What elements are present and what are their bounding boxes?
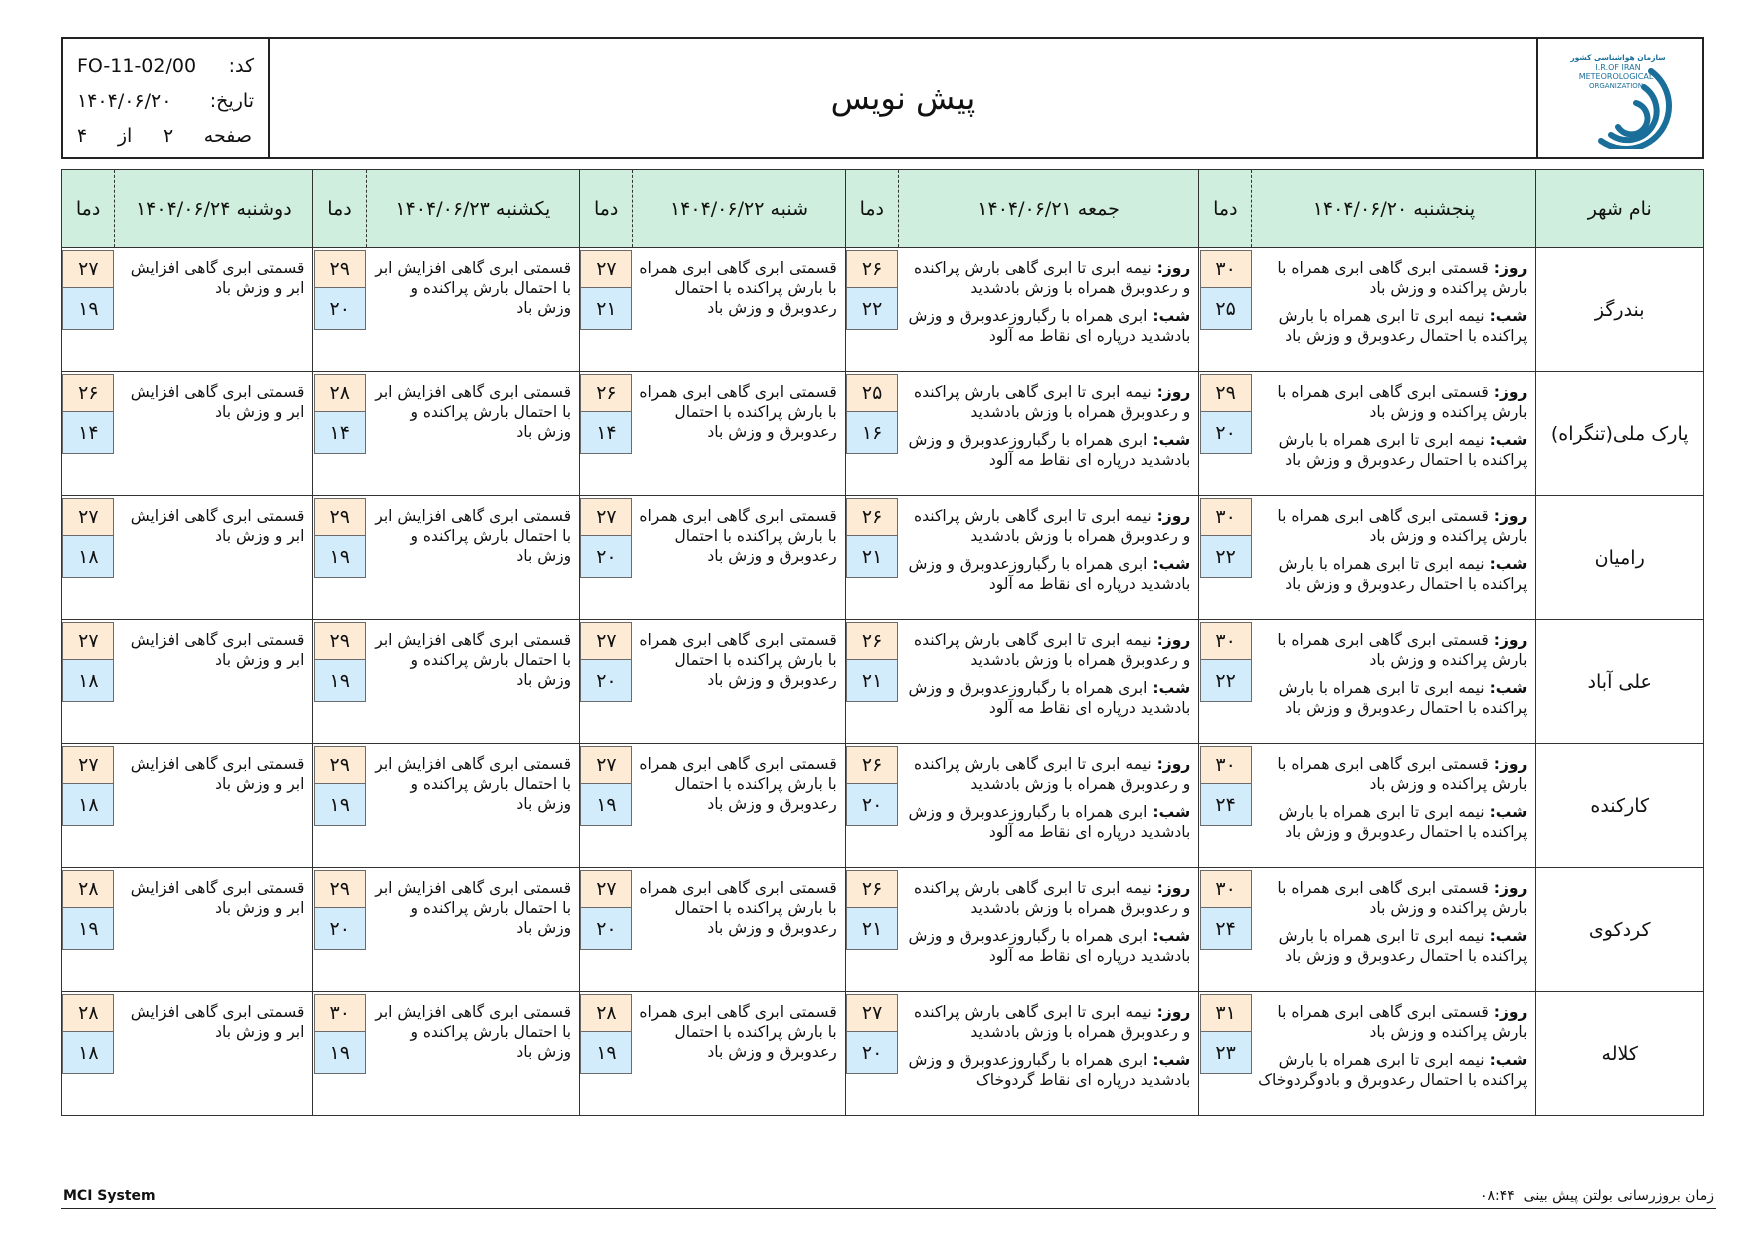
temp-cell: [62, 744, 115, 868]
temp-cell: [845, 372, 898, 496]
date-value: ۱۴۰۴/۰۶/۲۰: [77, 90, 172, 112]
night-label: شب:: [1152, 803, 1191, 821]
max-temp: ۲۹: [1200, 374, 1252, 412]
col-day-header: جمعه ۱۴۰۴/۰۶/۲۱: [898, 170, 1198, 248]
forecast-text: قسمتی ابری گاهی ابری همراه با بارش پراکنده با احتمال رعدوبرق و وزش باد: [633, 868, 846, 992]
day-forecast: نیمه ابری تا ابری گاهی بارش پراکنده و رعدوبرق همراه با وزش بادشدید: [914, 879, 1191, 917]
max-temp: ۲۹: [314, 250, 366, 288]
forecast-text: [1252, 868, 1536, 992]
max-temp: ۲۸: [62, 870, 114, 908]
forecast-text: قسمتی ابری گاهی افزایش ابر با احتمال بارش پراکنده و وزش باد: [366, 992, 580, 1116]
max-temp: ۲۷: [62, 622, 114, 660]
day-forecast: نیمه ابری تا ابری گاهی بارش پراکنده و رعدوبرق همراه با وزش بادشدید: [914, 383, 1191, 421]
max-temp: ۲۷: [846, 994, 898, 1032]
day-forecast: نیمه ابری تا ابری گاهی بارش پراکنده و رعدوبرق همراه با وزش بادشدید: [914, 1003, 1191, 1041]
max-temp: ۲۶: [62, 374, 114, 412]
temp-cell: [580, 744, 633, 868]
temp-cell: [313, 620, 366, 744]
day-label: روز:: [1156, 879, 1191, 897]
forecast-text: [898, 248, 1198, 372]
night-forecast: ابری همراه با رگباروزعدوبرق و وزش بادشدید درپاره ای نقاط مه آلود: [908, 679, 1191, 717]
table-row: [62, 744, 1704, 868]
max-temp: ۲۷: [580, 746, 632, 784]
day-label: روز:: [1156, 383, 1191, 401]
forecast-table: [61, 169, 1704, 1116]
night-forecast: نیمه ابری تا ابری همراه با بارش پراکنده با احتمال رعدوبرق و وزش باد: [1278, 431, 1528, 469]
forecast-text: قسمتی ابری گاهی ابری همراه با بارش پراکنده با احتمال رعدوبرق و وزش باد: [633, 992, 846, 1116]
page-title: پیش نویس: [830, 79, 976, 117]
night-label: شب:: [1489, 307, 1528, 325]
min-temp: ۲۴: [1200, 908, 1252, 950]
forecast-text: قسمتی ابری گاهی افزایش ابر و وزش باد: [115, 496, 313, 620]
code-value: FO-11-02/00: [77, 55, 197, 77]
max-temp: ۲۶: [580, 374, 632, 412]
night-forecast: نیمه ابری تا ابری همراه با بارش پراکنده با احتمال رعدوبرق و وزش باد: [1278, 679, 1528, 717]
min-temp: ۱۹: [580, 1032, 632, 1074]
temp-cell: [62, 496, 115, 620]
max-temp: ۲۶: [846, 498, 898, 536]
page-label: صفحه: [203, 125, 252, 147]
min-temp: ۱۸: [62, 536, 114, 578]
max-temp: ۲۹: [314, 622, 366, 660]
temp-cell: [313, 744, 366, 868]
min-temp: ۲۲: [1200, 536, 1252, 578]
temp-cell: [313, 496, 366, 620]
forecast-text: [898, 620, 1198, 744]
night-label: شب:: [1152, 555, 1191, 573]
min-temp: ۱۹: [314, 536, 366, 578]
day-forecast: قسمتی ابری گاهی ابری همراه با بارش پراکنده و وزش باد: [1277, 1003, 1528, 1041]
forecast-text: [1252, 496, 1536, 620]
forecast-text: قسمتی ابری گاهی افزایش ابر و وزش باد: [115, 868, 313, 992]
col-temp-header: دما: [1199, 170, 1252, 248]
city-name: بندرگز: [1536, 248, 1704, 372]
table-row: [62, 248, 1704, 372]
temp-cell: [1199, 372, 1252, 496]
temp-cell: [845, 744, 898, 868]
min-temp: ۲۱: [846, 908, 898, 950]
max-temp: ۳۰: [1200, 250, 1252, 288]
night-forecast: ابری همراه با رگباروزعدوبرق و وزش بادشدید درپاره ای نقاط گردوخاک: [908, 1051, 1191, 1089]
forecast-text: قسمتی ابری گاهی افزایش ابر با احتمال بارش پراکنده و وزش باد: [366, 744, 580, 868]
temp-cell: [580, 496, 633, 620]
city-name: پارک ملی(تنگراه): [1536, 372, 1704, 496]
day-label: روز:: [1493, 1003, 1528, 1021]
night-forecast: ابری همراه با رگباروزعدوبرق و وزش بادشدید درپاره ای نقاط مه آلود: [908, 555, 1191, 593]
night-label: شب:: [1152, 679, 1191, 697]
max-temp: ۳۰: [1200, 746, 1252, 784]
document-header: [61, 37, 1704, 159]
day-forecast: قسمتی ابری گاهی ابری همراه با بارش پراکنده و وزش باد: [1277, 383, 1528, 421]
page-of: از: [117, 125, 133, 147]
day-label: روز:: [1156, 631, 1191, 649]
temp-cell: [62, 868, 115, 992]
forecast-text: قسمتی ابری گاهی افزایش ابر با احتمال بارش پراکنده و وزش باد: [366, 248, 580, 372]
forecast-text: [898, 868, 1198, 992]
page-footer: [61, 1186, 1716, 1209]
min-temp: ۲۰: [314, 288, 366, 330]
night-label: شب:: [1152, 307, 1191, 325]
day-label: روز:: [1493, 507, 1528, 525]
code-label: کد:: [228, 55, 254, 77]
col-temp-header: دما: [845, 170, 898, 248]
forecast-text: [1252, 372, 1536, 496]
temp-cell: [313, 248, 366, 372]
table-row: [62, 868, 1704, 992]
forecast-text: قسمتی ابری گاهی افزایش ابر با احتمال بارش پراکنده و وزش باد: [366, 620, 580, 744]
night-label: شب:: [1489, 431, 1528, 449]
update-time-text: [1480, 1188, 1714, 1204]
temp-cell: [1199, 744, 1252, 868]
day-forecast: قسمتی ابری گاهی ابری همراه با بارش پراکنده و وزش باد: [1277, 259, 1528, 297]
min-temp: ۱۹: [62, 908, 114, 950]
temp-cell: [580, 248, 633, 372]
temp-cell: [1199, 868, 1252, 992]
forecast-text: قسمتی ابری گاهی افزایش ابر و وزش باد: [115, 372, 313, 496]
min-temp: ۲۵: [1200, 288, 1252, 330]
day-label: روز:: [1493, 879, 1528, 897]
city-name: کارکنده: [1536, 744, 1704, 868]
night-forecast: نیمه ابری تا ابری همراه با بارش پراکنده با احتمال رعدوبرق و بادوگردوخاک: [1258, 1051, 1528, 1089]
forecast-text: قسمتی ابری گاهی افزایش ابر با احتمال بارش پراکنده و وزش باد: [366, 868, 580, 992]
max-temp: ۲۶: [846, 870, 898, 908]
min-temp: ۱۹: [580, 784, 632, 826]
col-temp-header: دما: [313, 170, 366, 248]
temp-cell: [62, 992, 115, 1116]
forecast-text: قسمتی ابری گاهی افزایش ابر با احتمال بارش پراکنده و وزش باد: [366, 496, 580, 620]
temp-cell: [845, 868, 898, 992]
forecast-text: [898, 372, 1198, 496]
min-temp: ۱۴: [62, 412, 114, 454]
min-temp: ۲۰: [846, 1032, 898, 1074]
night-forecast: ابری همراه با رگباروزعدوبرق و وزش بادشدید درپاره ای نقاط مه آلود: [908, 431, 1191, 469]
day-label: روز:: [1493, 383, 1528, 401]
max-temp: ۳۰: [1200, 498, 1252, 536]
temp-cell: [580, 620, 633, 744]
forecast-text: قسمتی ابری گاهی ابری همراه با بارش پراکنده با احتمال رعدوبرق و وزش باد: [633, 620, 846, 744]
temp-cell: [313, 992, 366, 1116]
city-name: کلاله: [1536, 992, 1704, 1116]
date-label: تاریخ:: [209, 90, 254, 112]
day-label: روز:: [1493, 755, 1528, 773]
day-forecast: قسمتی ابری گاهی ابری همراه با بارش پراکنده و وزش باد: [1277, 507, 1528, 545]
forecast-text: قسمتی ابری گاهی افزایش ابر و وزش باد: [115, 620, 313, 744]
max-temp: ۲۷: [580, 870, 632, 908]
col-day-header: شنبه ۱۴۰۴/۰۶/۲۲: [633, 170, 846, 248]
min-temp: ۱۹: [62, 288, 114, 330]
max-temp: ۳۰: [1200, 622, 1252, 660]
night-label: شب:: [1489, 555, 1528, 573]
forecast-text: قسمتی ابری گاهی افزایش ابر و وزش باد: [115, 992, 313, 1116]
forecast-text: قسمتی ابری گاهی ابری همراه با بارش پراکنده با احتمال رعدوبرق و وزش باد: [633, 248, 846, 372]
night-forecast: نیمه ابری تا ابری همراه با بارش پراکنده با احتمال رعدوبرق و وزش باد: [1278, 927, 1528, 965]
city-name: رامیان: [1536, 496, 1704, 620]
min-temp: ۱۴: [314, 412, 366, 454]
logo-text-en1: I.R.OF IRAN: [1595, 63, 1641, 72]
temp-cell: [845, 248, 898, 372]
temp-cell: [845, 620, 898, 744]
forecast-text: [1252, 620, 1536, 744]
table-header-row: [62, 170, 1704, 248]
temp-cell: [845, 496, 898, 620]
max-temp: ۲۷: [580, 622, 632, 660]
update-time: ۰۸:۴۴: [1479, 1188, 1515, 1204]
max-temp: ۲۶: [846, 746, 898, 784]
temp-cell: [580, 868, 633, 992]
night-label: شب:: [1152, 431, 1191, 449]
temp-cell: [1199, 248, 1252, 372]
spiral-logo-icon: [1556, 49, 1686, 149]
min-temp: ۲۰: [846, 784, 898, 826]
col-day-header: پنجشنبه ۱۴۰۴/۰۶/۲۰: [1252, 170, 1536, 248]
max-temp: ۲۹: [314, 870, 366, 908]
col-day-header: دوشنبه ۱۴۰۴/۰۶/۲۴: [115, 170, 313, 248]
max-temp: ۲۸: [62, 994, 114, 1032]
day-label: روز:: [1156, 507, 1191, 525]
forecast-text: [1252, 992, 1536, 1116]
page-total: ۴: [77, 125, 88, 147]
max-temp: ۲۷: [580, 250, 632, 288]
max-temp: ۲۹: [314, 498, 366, 536]
temp-cell: [580, 992, 633, 1116]
day-forecast: نیمه ابری تا ابری گاهی بارش پراکنده و رعدوبرق همراه با وزش بادشدید: [914, 755, 1191, 793]
day-label: روز:: [1156, 259, 1191, 277]
logo-text-en2: METEOROLOGICAL: [1578, 72, 1654, 81]
update-label: زمان بروزرسانی بولتن پیش بینی: [1523, 1188, 1714, 1204]
min-temp: ۲۲: [1200, 660, 1252, 702]
day-forecast: نیمه ابری تا ابری گاهی بارش پراکنده و رعدوبرق همراه با وزش بادشدید: [914, 259, 1191, 297]
city-name: علی آباد: [1536, 620, 1704, 744]
forecast-text: قسمتی ابری گاهی افزایش ابر با احتمال بارش پراکنده و وزش باد: [366, 372, 580, 496]
min-temp: ۱۹: [314, 1032, 366, 1074]
day-forecast: نیمه ابری تا ابری گاهی بارش پراکنده و رعدوبرق همراه با وزش بادشدید: [914, 631, 1191, 669]
night-forecast: نیمه ابری تا ابری همراه با بارش پراکنده با احتمال رعدوبرق و وزش باد: [1278, 803, 1528, 841]
forecast-text: قسمتی ابری گاهی افزایش ابر و وزش باد: [115, 248, 313, 372]
forecast-text: [1252, 248, 1536, 372]
page-current: ۲: [162, 125, 174, 147]
logo-text-en3: ORGANIZATION: [1588, 82, 1644, 90]
table-row: [62, 496, 1704, 620]
forecast-text: قسمتی ابری گاهی افزایش ابر و وزش باد: [115, 744, 313, 868]
min-temp: ۲۰: [580, 536, 632, 578]
temp-cell: [313, 372, 366, 496]
day-forecast: قسمتی ابری گاهی ابری همراه با بارش پراکنده و وزش باد: [1277, 755, 1528, 793]
night-forecast: نیمه ابری تا ابری همراه با بارش پراکنده با احتمال رعدوبرق و وزش باد: [1278, 307, 1528, 345]
max-temp: ۳۱: [1200, 994, 1252, 1032]
forecast-text: قسمتی ابری گاهی ابری همراه با بارش پراکنده با احتمال رعدوبرق و وزش باد: [633, 496, 846, 620]
day-forecast: قسمتی ابری گاهی ابری همراه با بارش پراکنده و وزش باد: [1277, 879, 1528, 917]
min-temp: ۱۴: [580, 412, 632, 454]
forecast-text: قسمتی ابری گاهی ابری همراه با بارش پراکنده با احتمال رعدوبرق و وزش باد: [633, 372, 846, 496]
night-label: شب:: [1489, 1051, 1528, 1069]
forecast-text: قسمتی ابری گاهی ابری همراه با بارش پراکنده با احتمال رعدوبرق و وزش باد: [633, 744, 846, 868]
min-temp: ۲۰: [314, 908, 366, 950]
night-label: شب:: [1489, 679, 1528, 697]
forecast-text: [1252, 744, 1536, 868]
night-label: شب:: [1152, 1051, 1191, 1069]
day-forecast: نیمه ابری تا ابری گاهی بارش پراکنده و رعدوبرق همراه با وزش بادشدید: [914, 507, 1191, 545]
night-forecast: ابری همراه با رگباروزعدوبرق و وزش بادشدید درپاره ای نقاط مه آلود: [908, 927, 1191, 965]
min-temp: ۲۳: [1200, 1032, 1252, 1074]
max-temp: ۲۷: [62, 746, 114, 784]
day-forecast: قسمتی ابری گاهی ابری همراه با بارش پراکنده و وزش باد: [1277, 631, 1528, 669]
col-temp-header: دما: [580, 170, 633, 248]
city-name: کردکوی: [1536, 868, 1704, 992]
night-forecast: نیمه ابری تا ابری همراه با بارش پراکنده با احتمال رعدوبرق و وزش باد: [1278, 555, 1528, 593]
min-temp: ۲۱: [846, 660, 898, 702]
table-row: [62, 992, 1704, 1116]
logo-text-fa: سازمان هواشناسی کشور: [1570, 53, 1666, 62]
col-day-header: یکشنبه ۱۴۰۴/۰۶/۲۳: [366, 170, 580, 248]
min-temp: ۱۸: [62, 660, 114, 702]
min-temp: ۲۱: [580, 288, 632, 330]
table-row: [62, 620, 1704, 744]
temp-cell: [580, 372, 633, 496]
day-label: روز:: [1493, 631, 1528, 649]
meteorological-organization-logo: [1536, 39, 1702, 157]
temp-cell: [62, 620, 115, 744]
max-temp: ۳۰: [1200, 870, 1252, 908]
max-temp: ۲۶: [846, 622, 898, 660]
day-label: روز:: [1156, 1003, 1191, 1021]
max-temp: ۲۸: [580, 994, 632, 1032]
min-temp: ۱۹: [314, 784, 366, 826]
night-label: شب:: [1489, 927, 1528, 945]
document-meta: [63, 39, 270, 157]
table-row: [62, 372, 1704, 496]
temp-cell: [62, 248, 115, 372]
min-temp: ۱۶: [846, 412, 898, 454]
min-temp: ۲۰: [580, 908, 632, 950]
col-city-header: نام شهر: [1536, 170, 1704, 248]
temp-cell: [1199, 992, 1252, 1116]
max-temp: ۳۰: [314, 994, 366, 1032]
min-temp: ۲۱: [846, 536, 898, 578]
night-label: شب:: [1152, 927, 1191, 945]
temp-cell: [62, 372, 115, 496]
max-temp: ۲۶: [846, 250, 898, 288]
night-label: شب:: [1489, 803, 1528, 821]
temp-cell: [845, 992, 898, 1116]
max-temp: ۲۹: [314, 746, 366, 784]
min-temp: ۱۸: [62, 784, 114, 826]
min-temp: ۲۴: [1200, 784, 1252, 826]
temp-cell: [1199, 620, 1252, 744]
forecast-text: [898, 496, 1198, 620]
forecast-text: [898, 992, 1198, 1116]
max-temp: ۲۷: [62, 498, 114, 536]
night-forecast: ابری همراه با رگباروزعدوبرق و وزش بادشدید درپاره ای نقاط مه آلود: [908, 307, 1191, 345]
day-label: روز:: [1493, 259, 1528, 277]
day-label: روز:: [1156, 755, 1191, 773]
max-temp: ۲۷: [62, 250, 114, 288]
min-temp: ۱۸: [62, 1032, 114, 1074]
min-temp: ۲۲: [846, 288, 898, 330]
temp-cell: [1199, 496, 1252, 620]
min-temp: ۱۹: [314, 660, 366, 702]
night-forecast: ابری همراه با رگباروزعدوبرق و وزش بادشدید درپاره ای نقاط مه آلود: [908, 803, 1191, 841]
min-temp: ۲۰: [1200, 412, 1252, 454]
max-temp: ۲۸: [314, 374, 366, 412]
max-temp: ۲۷: [580, 498, 632, 536]
system-name: MCI System: [63, 1188, 156, 1204]
forecast-text: [898, 744, 1198, 868]
col-temp-header: دما: [62, 170, 115, 248]
temp-cell: [313, 868, 366, 992]
min-temp: ۲۰: [580, 660, 632, 702]
max-temp: ۲۵: [846, 374, 898, 412]
